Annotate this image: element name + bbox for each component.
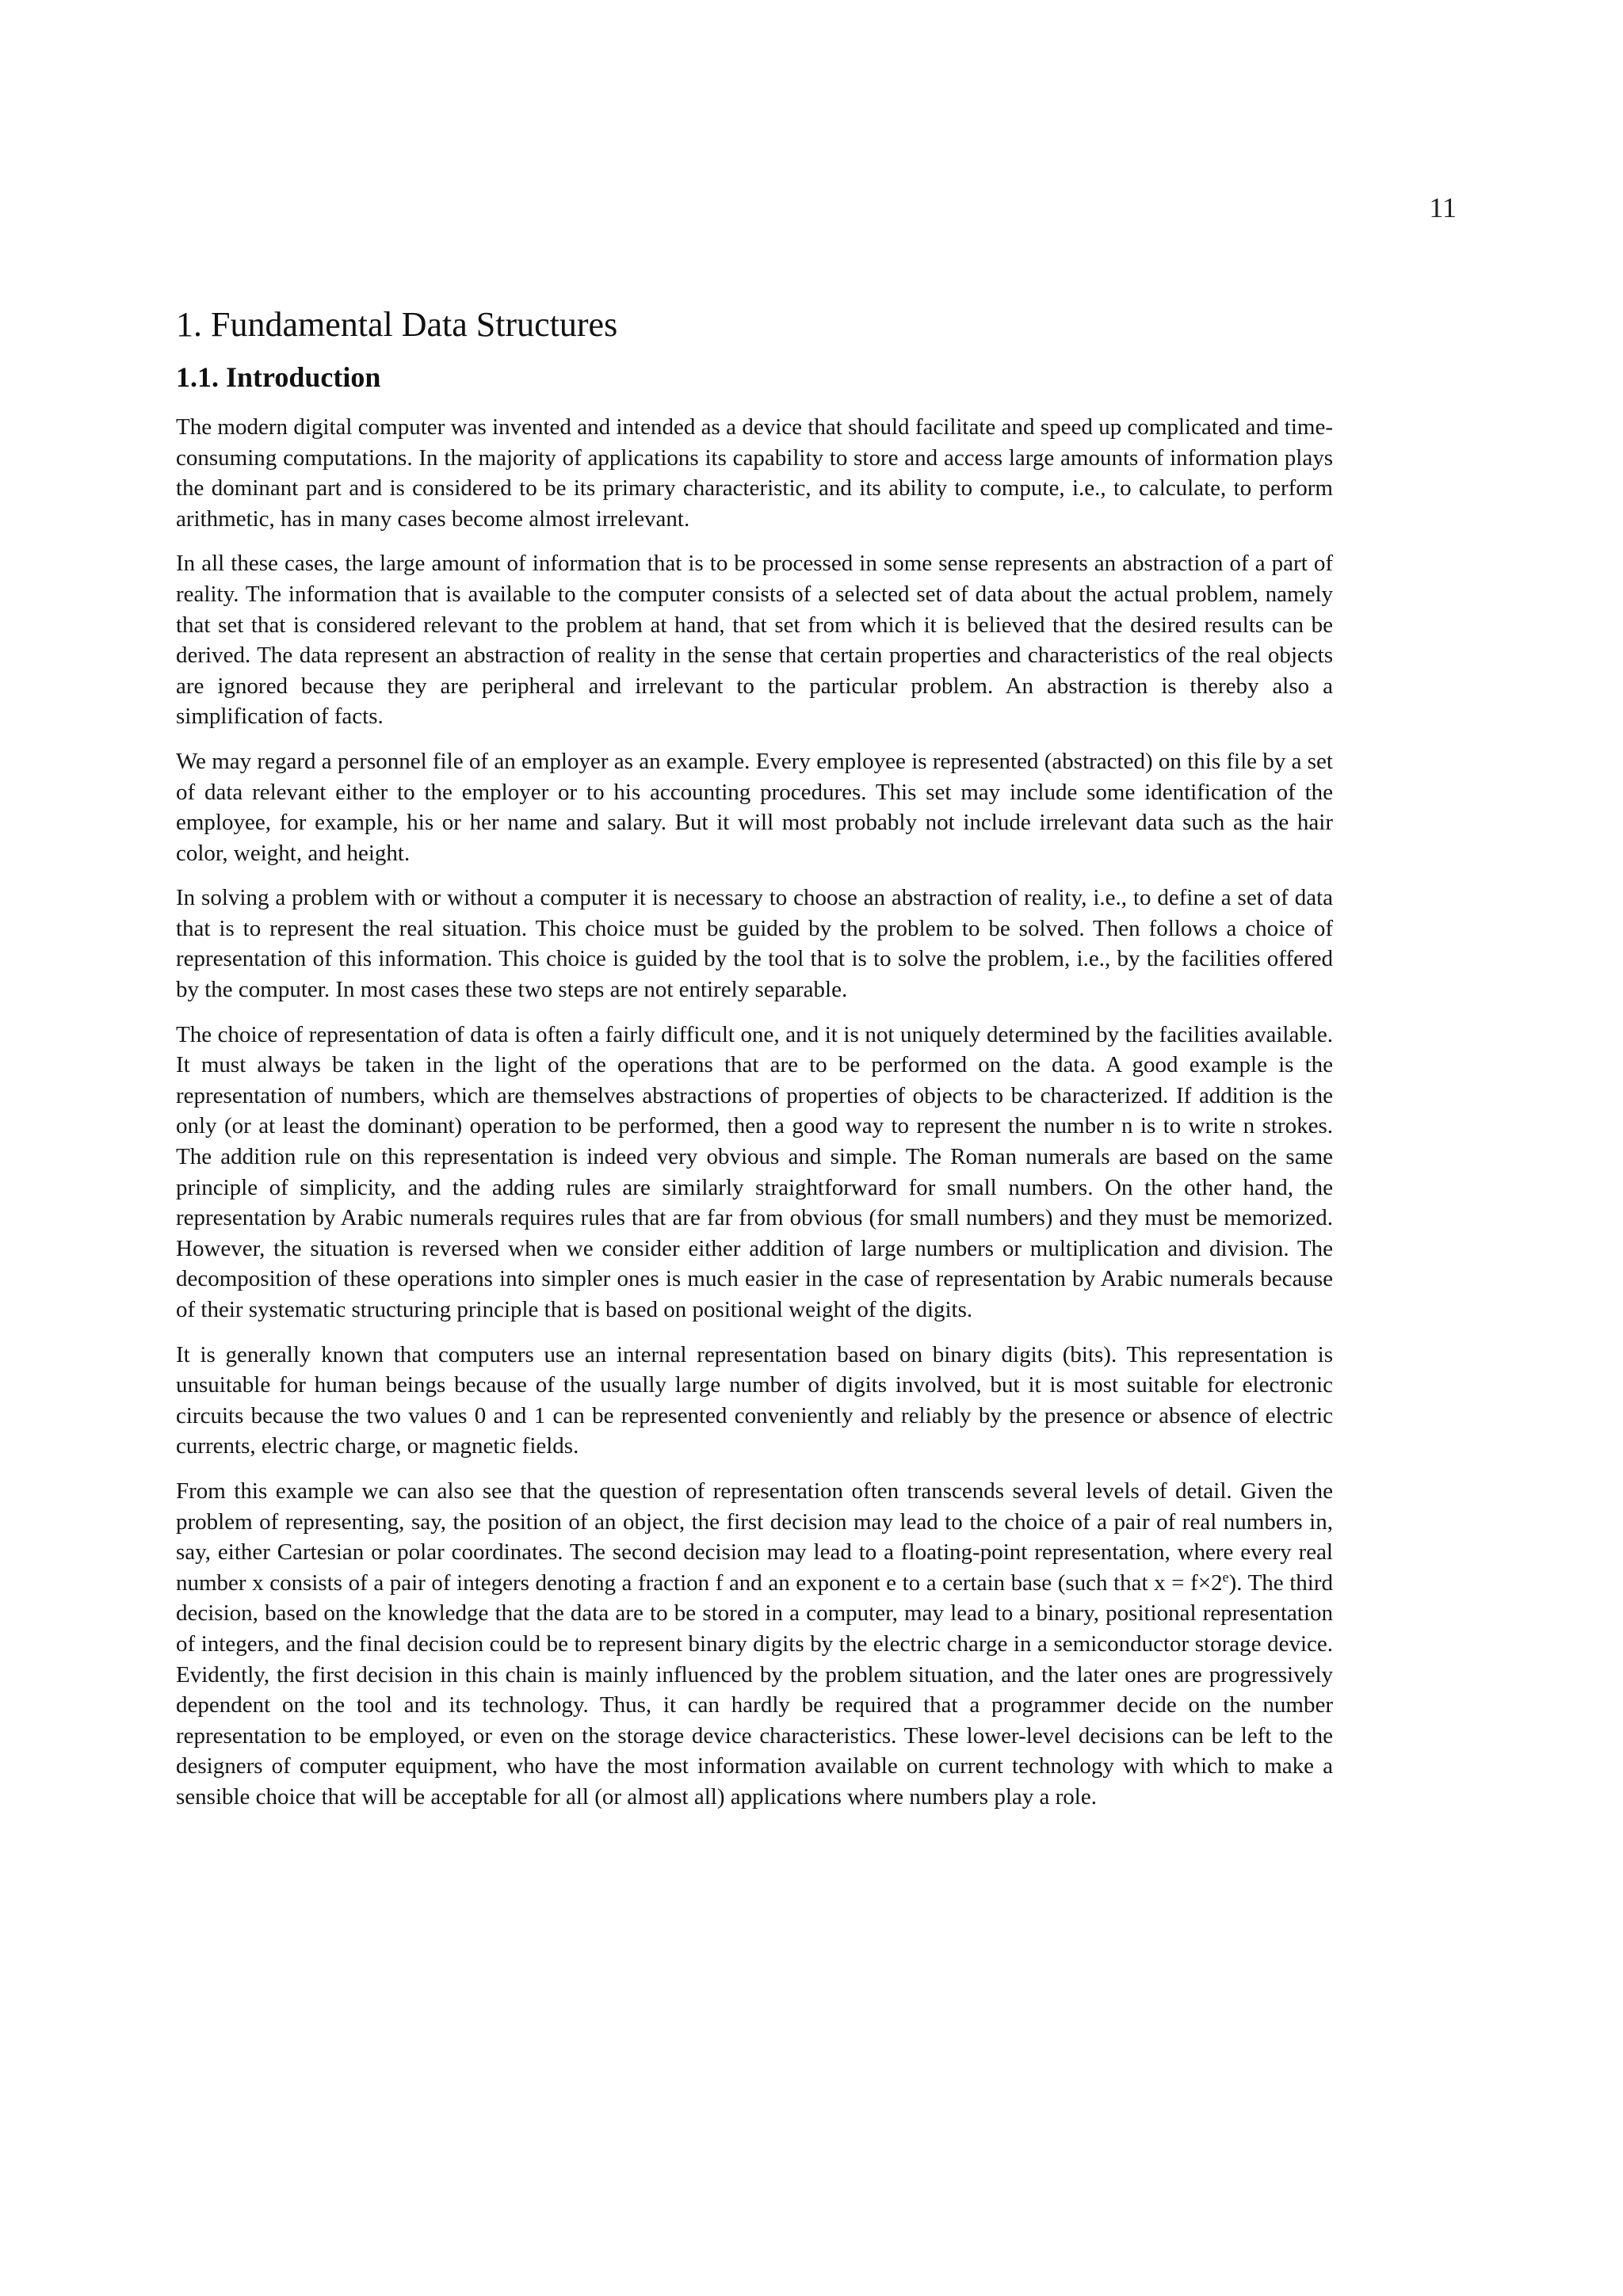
paragraph-7-text-after-exponent: ). The third decision, based on the knowledge that the data are to be stored in a computer, may lead to a binary, positional representation of integers, and the final decision could be to represent binary digits by the electric charge in a semiconductor storage device. Evidently, the first decision in this chain is mainly influenced by the problem situation, and the later ones are progressively dependent on the tool and its technology. Thus, it can hardly be required that a programmer decide on the number representation to be employed, or even on the storage device characteristics. These lower-level decisions can be left to the designers of computer equipment, who have the most information available on current technology with which to make a sensible choice that will be acceptable for all (or almost all) applications where numbers play a role. [176,1569,1333,1810]
section-title: 1.1. Introduction [176,360,381,393]
paragraph-7-text-before-exponent: From this example we can also see that the question of representation often transcends several levels of detail. Given the problem of representing, say, the position of an object, the first decision may lead to the choice of a pair of real numbers in, say, either Cartesian or polar coordinates. The second decision may lead to a floating-point representation, where every real number x consists of a pair of integers denoting a fraction f and an exponent e to a certain base (such that x = f×2 [176,1478,1333,1596]
page-number: 11 [1429,192,1457,223]
paragraph-6: It is generally known that computers use an internal representation based on binary digits (bits). This representation is unsuitable for human beings because of the usually large number of digits involved, but it is most suitable for electronic circuits because the two values 0 and 1 can be represented conveniently and reliably by the presence or absence of electric currents, electric charge, or magnetic fields. [176,1341,1333,1459]
chapter-title: 1. Fundamental Data Structures [176,305,618,344]
page-content [176,304,1333,1827]
paragraph-2: In all these cases, the large amount of information that is to be processed in some sense represents an abstraction of a part of reality. The information that is available to the computer consists of a selected set of data about the actual problem, namely that set that is considered relevant to the problem at hand, that set from which it is believed that the desired results can be derived. The data represent an abstraction of reality in the sense that certain properties and characteristics of the real objects are ignored because they are peripheral and irrelevant to the particular problem. An abstraction is thereby also a simplification of facts. [176,551,1333,730]
paragraph-3: We may regard a personnel file of an employer as an example. Every employee is represented (abstracted) on this file by a set of data relevant either to the employer or to his accounting procedures. This set may include some identification of the employee, for example, his or her name and salary. But it will most probably not include irrelevant data such as the hair color, weight, and height. [176,748,1333,866]
paragraph-1: The modern digital computer was invented and intended as a device that should facilitate and speed up complicated and time-consuming computations. In the majority of applications its capability to store and access large amounts of information plays the dominant part and is considered to be its primary characteristic, and its ability to compute, i.e., to calculate, to perform arithmetic, has in many cases become almost irrelevant. [176,414,1333,532]
paragraph-5: The choice of representation of data is often a fairly difficult one, and it is not uniquely determined by the facilities available. It must always be taken in the light of the operations that are to be performed on the data. A good example is the representation of numbers, which are themselves abstractions of properties of objects to be characterized. If addition is the only (or at least the dominant) operation to be performed, then a good way to represent the number n is to write n strokes. The addition rule on this representation is indeed very obvious and simple. The Roman numerals are based on the same principle of simplicity, and the adding rules are similarly straightforward for small numbers. On the other hand, the representation by Arabic numerals requires rules that are far from obvious (for small numbers) and they must be memorized. However, the situation is reversed when we consider either addition of large numbers or multiplication and division. The decomposition of these operations into simpler ones is much easier in the case of representation by Arabic numerals because of their systematic structuring principle that is based on positional weight of the digits. [176,1021,1333,1323]
paragraph-4: In solving a problem with or without a computer it is necessary to choose an abstraction of reality, i.e., to define a set of data that is to represent the real situation. This choice must be guided by the problem to be solved. Then follows a choice of representation of this information. This choice is guided by the tool that is to solve the problem, i.e., by the facilities offered by the computer. In most cases these two steps are not entirely separable. [176,885,1333,1003]
exponent-e: e [1222,1569,1229,1585]
paragraph-7 [176,1476,1333,1813]
